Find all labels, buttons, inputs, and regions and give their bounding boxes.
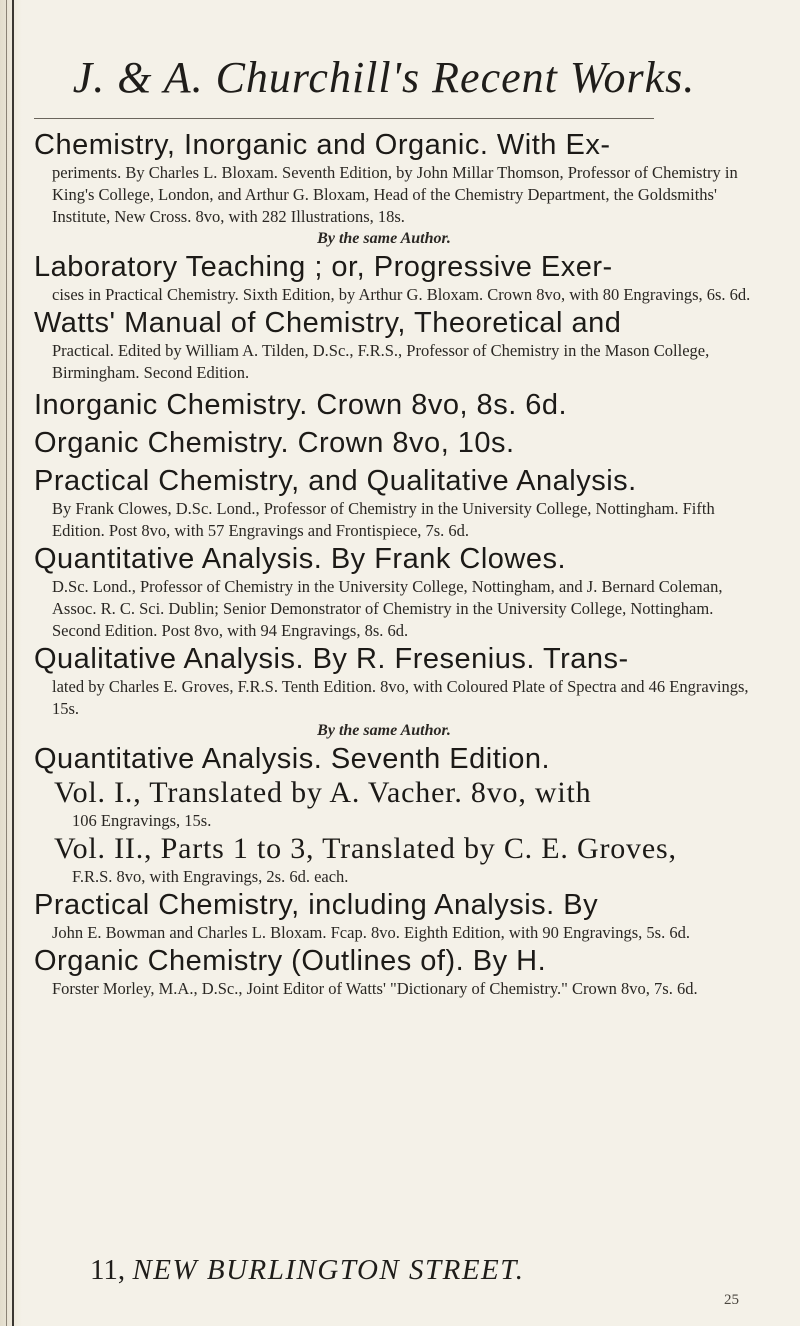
page-header: J. & A. Churchill's Recent Works. xyxy=(72,53,696,102)
entry-title: Organic Chemistry. Crown 8vo, 10s. xyxy=(34,427,515,459)
entry xyxy=(34,128,754,228)
entry xyxy=(34,944,754,1000)
header-rule xyxy=(34,118,654,119)
entry-description: Forster Morley, M.A., D.Sc., Joint Editor of Watts' "Dictionary of Chemistry." Crown 8vo, 7s. 6d. xyxy=(52,979,698,998)
street-number: 11, xyxy=(90,1254,126,1286)
entry-description: John E. Bowman and Charles L. Bloxam. Fcap. 8vo. Eighth Edition, with 90 Engravings, 5s. 6d. xyxy=(52,923,690,942)
entry-title: Watts' Manual of Chemistry, Theoretical and xyxy=(34,307,622,339)
spine-edge xyxy=(6,0,7,1326)
entry-description: By Frank Clowes, D.Sc. Lond., Professor of Chemistry in the University College, Nottingham. Fifth Edition. Post 8vo, with 57 Engravings and Frontispiece, 7s. 6d. xyxy=(52,499,715,540)
entry-title: Vol. I., Translated by A. Vacher. 8vo, with xyxy=(54,776,592,809)
entry-title: Organic Chemistry (Outlines of). By H. xyxy=(34,945,547,977)
entry xyxy=(34,776,754,832)
entry xyxy=(34,460,754,542)
entry-title: Quantitative Analysis. Seventh Edition. xyxy=(34,743,551,775)
entry-description: periments. By Charles L. Bloxam. Seventh Edition, by John Millar Thomson, Professor of Chemistry in King's College, London, and Arthur G. Bloxam, Head of the Chemistry Department, the Goldsmiths' Institute, New Cross. 8vo, with 282 Illustrations, 18s. xyxy=(52,163,738,226)
entry-title: Chemistry, Inorganic and Organic. With Ex- xyxy=(34,129,611,161)
publisher-address xyxy=(90,1254,524,1287)
street-name: NEW BURLINGTON STREET. xyxy=(132,1254,525,1286)
entry-byline: By the same Author. xyxy=(317,722,451,739)
entry xyxy=(34,422,754,460)
entry-title: Inorganic Chemistry. Crown 8vo, 8s. 6d. xyxy=(34,389,568,421)
entry xyxy=(34,742,754,776)
entry-description: lated by Charles E. Groves, F.R.S. Tenth Edition. 8vo, with Coloured Plate of Spectra and 46 Engravings, 15s. xyxy=(52,677,749,718)
entry xyxy=(34,642,754,720)
spine-edge-dark xyxy=(12,0,14,1326)
entry xyxy=(34,888,754,944)
entry-description: F.R.S. 8vo, with Engravings, 2s. 6d. each. xyxy=(72,867,349,886)
entry-byline: By the same Author. xyxy=(317,230,451,247)
entry xyxy=(34,542,754,642)
entry-description: Practical. Edited by William A. Tilden, D.Sc., F.R.S., Professor of Chemistry in the Mason College, Birmingham. Second Edition. xyxy=(52,341,710,382)
entry xyxy=(34,306,754,384)
entry-description: D.Sc. Lond., Professor of Chemistry in the University College, Nottingham, and J. Bernard Coleman, Assoc. R. C. Sci. Dublin; Senior Demonstrator of Chemistry in the University College, Nottingham. Second Edition. Post 8vo, with 94 Engravings, 8s. 6d. xyxy=(52,577,723,640)
entry-title: Quantitative Analysis. By Frank Clowes. xyxy=(34,543,567,575)
entry-description: cises in Practical Chemistry. Sixth Edition, by Arthur G. Bloxam. Crown 8vo, with 80 Engravings, 6s. 6d. xyxy=(52,285,751,304)
entry xyxy=(34,384,754,422)
entry-title: Qualitative Analysis. By R. Fresenius. Trans- xyxy=(34,643,629,675)
entry-description: 106 Engravings, 15s. xyxy=(72,811,212,830)
page-number: 25 xyxy=(724,1292,739,1308)
entry-title: Laboratory Teaching ; or, Progressive Exer- xyxy=(34,251,613,283)
book-spine-shadow xyxy=(0,0,22,1326)
entry xyxy=(34,250,754,306)
entry xyxy=(34,832,754,888)
page xyxy=(34,0,774,1326)
entry-title: Practical Chemistry, and Qualitative Analysis. xyxy=(34,465,637,497)
entry-title: Vol. II., Parts 1 to 3, Translated by C. E. Groves, xyxy=(54,832,677,865)
entry-list xyxy=(34,128,754,1000)
entry-title: Practical Chemistry, including Analysis. By xyxy=(34,889,599,921)
